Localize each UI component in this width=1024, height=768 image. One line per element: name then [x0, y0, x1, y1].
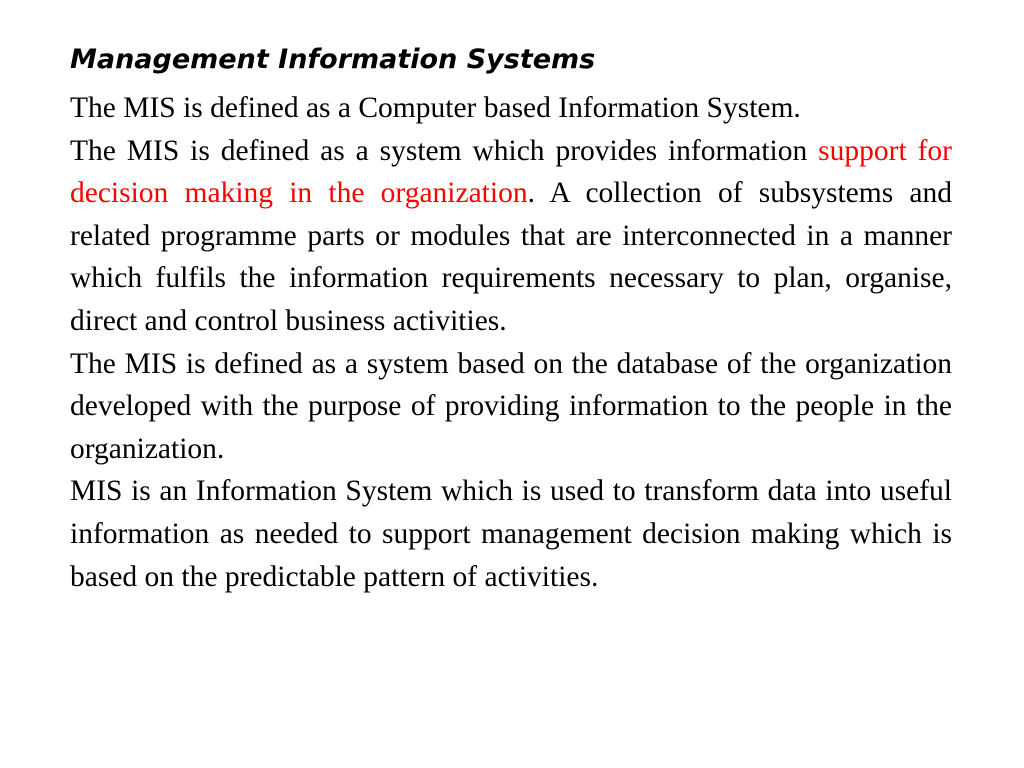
paragraph-2-start: The MIS is defined as a system which provides information — [70, 134, 819, 167]
paragraph-2 — [70, 130, 952, 343]
slide-body — [70, 87, 952, 598]
paragraph-1: The MIS is defined as a Computer based Information System. — [70, 92, 801, 124]
slide-title: Management Information Systems — [70, 44, 596, 75]
paragraph-3: The MIS is defined as a system based on the database of the organization developed with the purpose of providing information to the people in the organization. — [70, 347, 952, 465]
highlighted-phrase: support for decision making in the organization — [70, 134, 952, 210]
paragraph-4: MIS is an Information System which is used to transform data into useful information as needed to support management decision making which is based on the predictable pattern of activities. — [70, 475, 952, 593]
paragraph-2-end: . A collection of subsystems and related programme parts or modules that are interconnected in a manner which fulfils the information requirements necessary to plan, organise, direct and control business activities. — [70, 177, 952, 337]
